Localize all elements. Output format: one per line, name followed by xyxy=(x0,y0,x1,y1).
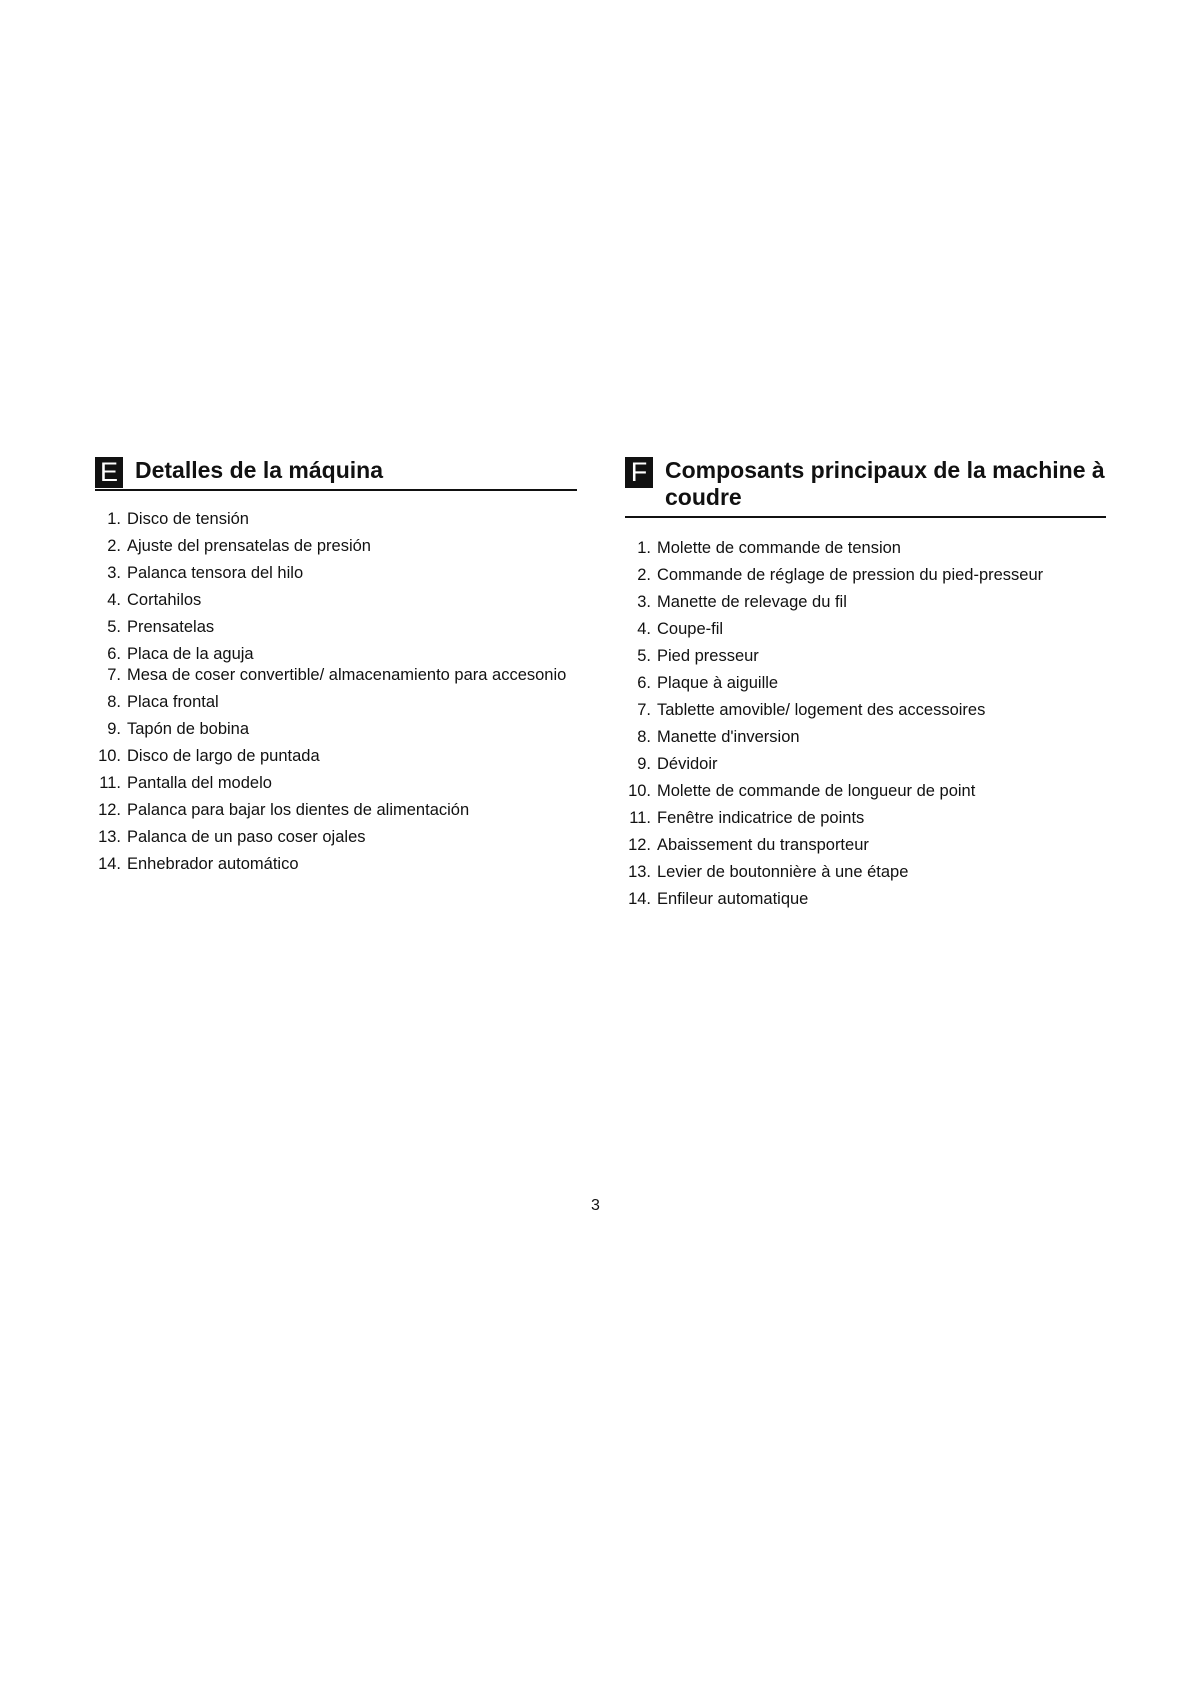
list-item xyxy=(625,592,1106,619)
list-item xyxy=(95,617,577,644)
item-number: 9. xyxy=(107,720,121,738)
item-number: 4. xyxy=(637,620,651,638)
item-number: 11. xyxy=(99,774,121,792)
item-text: Manette d'inversion xyxy=(657,728,800,746)
item-number: 1. xyxy=(107,510,121,528)
item-number: 6. xyxy=(637,674,651,692)
section-title-french-line2: coudre xyxy=(665,484,742,510)
list-item xyxy=(95,644,577,665)
section-badge-e: E xyxy=(95,457,123,488)
item-number: 12. xyxy=(98,801,121,819)
item-text: Dévidoir xyxy=(657,755,718,773)
item-text: Molette de commande de tension xyxy=(657,539,901,557)
list-item xyxy=(625,619,1106,646)
item-number: 11. xyxy=(629,809,651,827)
list-item xyxy=(625,754,1106,781)
item-number: 5. xyxy=(637,647,651,665)
item-number: 14. xyxy=(628,890,651,908)
list-item xyxy=(95,827,577,854)
item-number: 5. xyxy=(107,618,121,636)
list-item xyxy=(95,563,577,590)
list-item xyxy=(95,665,577,692)
item-number: 1. xyxy=(637,539,651,557)
list-item xyxy=(625,646,1106,673)
item-text: Ajuste del prensatelas de presión xyxy=(127,537,371,555)
item-number: 7. xyxy=(107,666,121,684)
item-number: 6. xyxy=(107,645,121,663)
section-title-french-line1: Composants principaux de la machine à xyxy=(665,457,1105,483)
item-number: 3. xyxy=(637,593,651,611)
item-number: 7. xyxy=(637,701,651,719)
item-number: 13. xyxy=(628,863,651,881)
item-text: Disco de tensión xyxy=(127,510,249,528)
item-number: 8. xyxy=(107,693,121,711)
section-french xyxy=(625,452,1106,916)
item-text: Cortahilos xyxy=(127,591,202,609)
list-item xyxy=(95,800,577,827)
page-number: 3 xyxy=(591,1197,600,1214)
item-number: 12. xyxy=(628,836,651,854)
item-text: Placa frontal xyxy=(127,693,219,711)
item-number: 10. xyxy=(98,747,121,765)
item-text: Prensatelas xyxy=(127,618,215,636)
list-item xyxy=(625,565,1106,592)
item-text: Commande de réglage de pression du pied-presseur xyxy=(657,566,1044,584)
item-text: Tablette amovible/ logement des accessoires xyxy=(657,701,986,719)
list-item xyxy=(95,719,577,746)
section-badge-f: F xyxy=(625,457,653,488)
list-item xyxy=(625,700,1106,727)
list-item xyxy=(95,590,577,617)
section-header-spanish xyxy=(95,452,577,491)
section-title-spanish: Detalles de la máquina xyxy=(135,457,383,483)
list-item xyxy=(95,509,577,536)
item-number: 13. xyxy=(98,828,121,846)
item-text: Fenêtre indicatrice de points xyxy=(657,809,865,827)
section-spanish xyxy=(95,452,577,881)
item-text: Enfileur automatique xyxy=(657,890,809,908)
item-text: Abaissement du transporteur xyxy=(657,836,869,854)
item-text: Pantalla del modelo xyxy=(127,774,272,792)
list-item xyxy=(625,727,1106,754)
list-item xyxy=(95,854,577,881)
list-item xyxy=(625,862,1106,889)
item-text: Plaque à aiguille xyxy=(657,674,779,692)
item-number: 2. xyxy=(107,537,121,555)
item-text: Palanca de un paso coser ojales xyxy=(127,828,366,846)
section-title-french xyxy=(665,452,1106,511)
item-number: 10. xyxy=(628,782,651,800)
item-text: Coupe-fil xyxy=(657,620,724,638)
item-number: 8. xyxy=(637,728,651,746)
item-text: Levier de boutonnière à une étape xyxy=(657,863,909,881)
item-text: Molette de commande de longueur de point xyxy=(657,782,976,800)
list-item xyxy=(95,773,577,800)
list-item xyxy=(625,889,1106,916)
item-number: 14. xyxy=(98,855,121,873)
list-item xyxy=(625,538,1106,565)
list-item xyxy=(625,835,1106,862)
item-text: Mesa de coser convertible/ almacenamiento para accesonio xyxy=(127,666,567,684)
list-item xyxy=(95,536,577,563)
parts-list-french xyxy=(625,538,1106,916)
item-number: 9. xyxy=(637,755,651,773)
parts-list-spanish xyxy=(95,509,577,881)
item-number: 3. xyxy=(107,564,121,582)
item-number: 4. xyxy=(107,591,121,609)
item-text: Tapón de bobina xyxy=(127,720,250,738)
list-item xyxy=(625,673,1106,700)
section-header-french xyxy=(625,452,1106,518)
item-text: Placa de la aguja xyxy=(127,645,254,663)
item-text: Manette de relevage du fil xyxy=(657,593,847,611)
list-item xyxy=(625,808,1106,835)
item-text: Pied presseur xyxy=(657,647,759,665)
list-item xyxy=(95,692,577,719)
list-item xyxy=(625,781,1106,808)
item-number: 2. xyxy=(637,566,651,584)
item-text: Palanca tensora del hilo xyxy=(127,564,304,582)
item-text: Disco de largo de puntada xyxy=(127,747,320,765)
list-item xyxy=(95,746,577,773)
item-text: Palanca para bajar los dientes de alimentación xyxy=(127,801,470,819)
item-text: Enhebrador automático xyxy=(127,855,299,873)
